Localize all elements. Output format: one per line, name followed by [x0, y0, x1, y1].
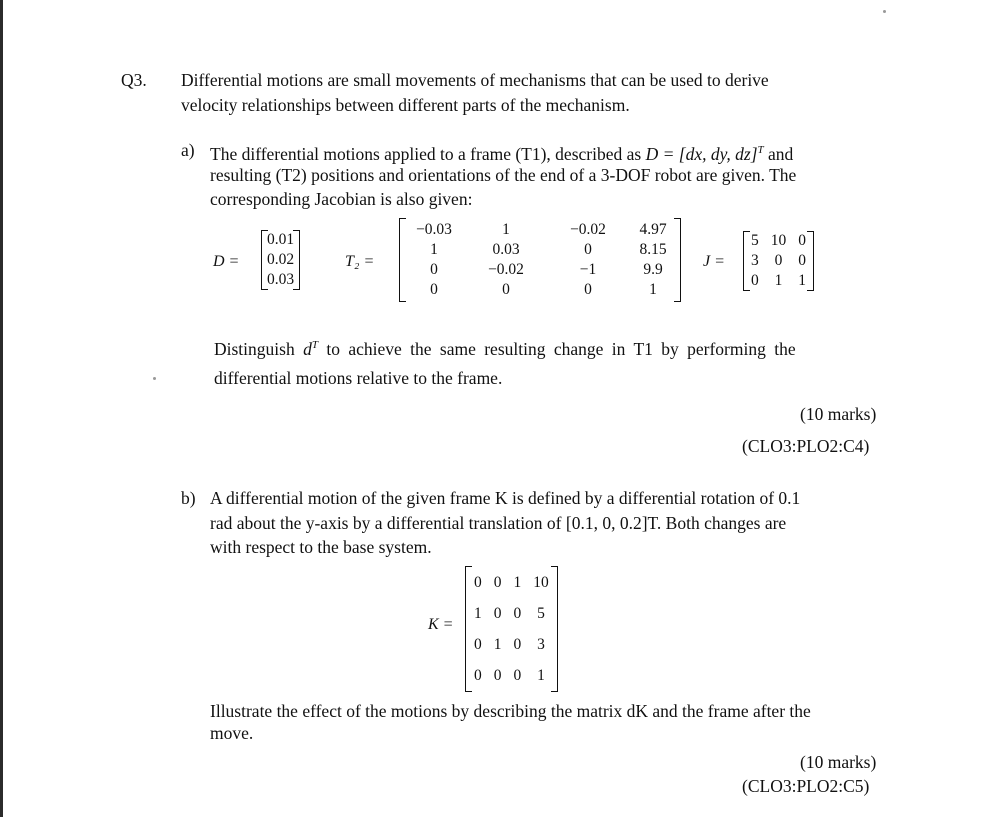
k-matrix-label: K = [428, 616, 454, 633]
question-number: Q3. [121, 70, 147, 90]
j-matrix-label: J = [703, 253, 725, 270]
part-a-line3: corresponding Jacobian is also given: [210, 189, 473, 209]
question-intro-line2: velocity relationships between different parts of the mechanism. [181, 95, 630, 115]
part-b-task-line1: Illustrate the effect of the motions by describing the matrix dK and the frame after the [210, 701, 811, 721]
part-b-line1: A differential motion of the given frame K is defined by a differential rotation of 0.1 [210, 488, 801, 508]
j-matrix: 5 10 0 3 0 0 0 1 1 [743, 231, 814, 291]
part-a-marks: (10 marks) [800, 404, 877, 424]
document-page [3, 0, 996, 817]
d-definition: D = [dx, dy, dz]$^T$ [645, 143, 764, 164]
scan-speck [883, 10, 886, 13]
part-a-task-line1: Distinguish $d^T$ to achieve the same resulting change in T1 by performing the [214, 338, 796, 359]
part-b-line2: rad about the y-axis by a differential translation of [0.1, 0, 0.2]T. Both changes are [210, 513, 787, 533]
part-b-task-line2: move. [210, 723, 254, 743]
part-a-line1: The differential motions applied to a frame (T1), described as D = [dx, dy, dz]$^T$ and [210, 143, 794, 164]
part-b-marks: (10 marks) [800, 752, 877, 772]
d-matrix-label: D = [213, 253, 240, 270]
d-matrix: 0.01 0.02 0.03 [261, 230, 300, 290]
question-intro-line1: Differential motions are small movements of mechanisms that can be used to derive [181, 70, 769, 90]
part-a-label: a) [181, 140, 195, 160]
t2-matrix-label: T₂ = [345, 253, 375, 270]
part-b-label: b) [181, 488, 196, 508]
part-b-clo: (CLO3:PLO2:C5) [742, 776, 870, 796]
scan-speck [153, 377, 156, 380]
part-a-line2: resulting (T2) positions and orientations of the end of a 3-DOF robot are given. The [210, 165, 797, 185]
part-a-task-line2: differential motions relative to the frame. [214, 368, 503, 388]
t2-matrix: −0.03 1 −0.02 4.97 1 0.03 0 8.15 0 −0.02 −1 9.9 0 0 0 1 [399, 218, 681, 302]
k-matrix: 0 0 1 10 1 0 0 5 0 1 0 3 0 0 0 1 [465, 566, 558, 692]
part-a-clo: (CLO3:PLO2:C4) [742, 436, 870, 456]
part-b-line3: with respect to the base system. [210, 537, 432, 557]
